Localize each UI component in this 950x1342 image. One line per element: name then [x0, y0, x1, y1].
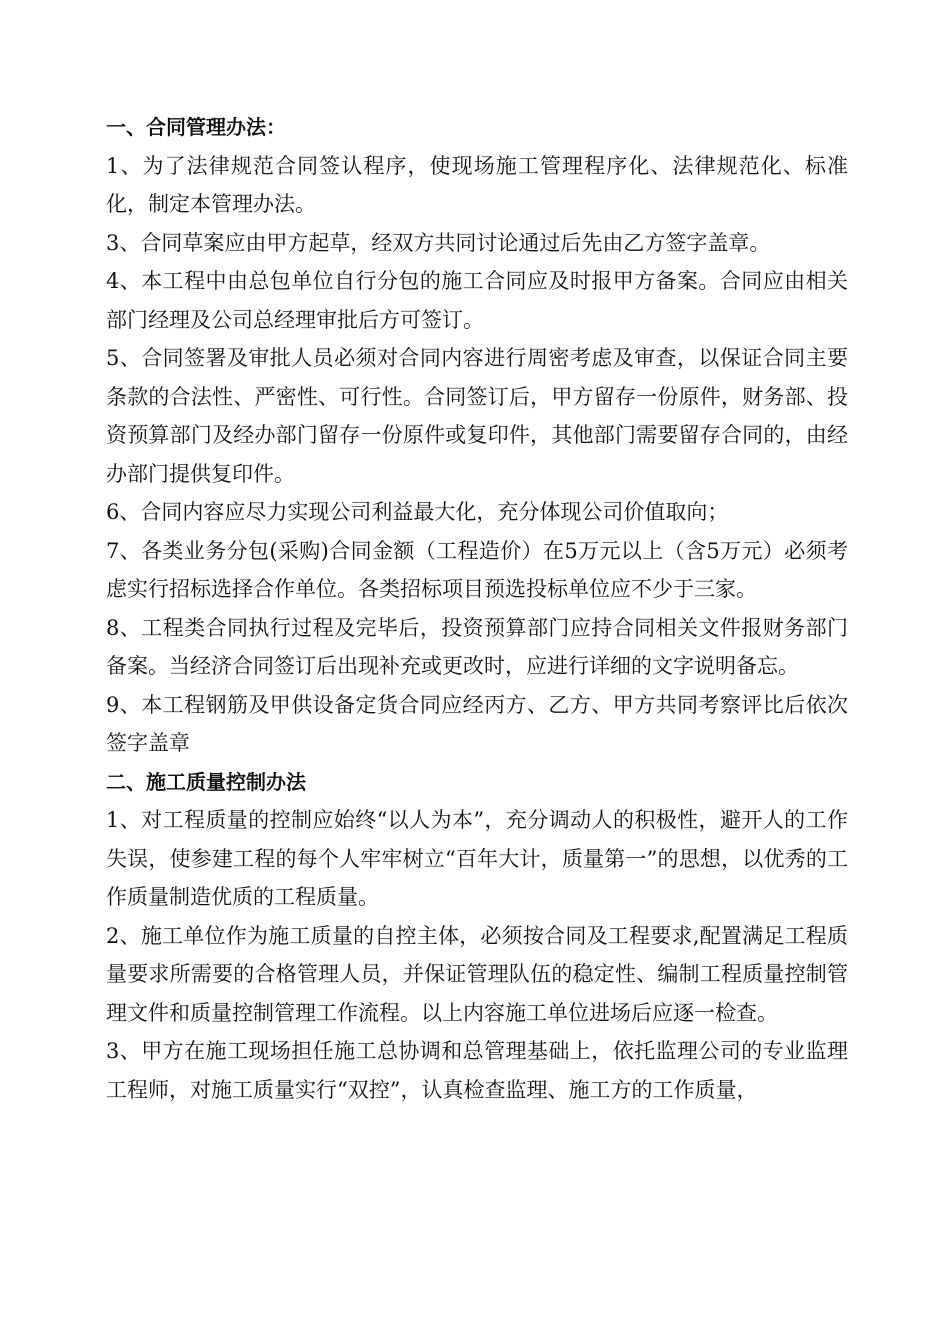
paragraph: 7、各类业务分包(采购)合同金额（工程造价）在5万元以上（含5万元）必须考虑实行招标选择合作单位。各类招标项目预选投标单位应不少于三家。: [106, 538, 848, 601]
section-heading-quality-control: 二、施工质量控制办法: [106, 769, 306, 794]
paragraph: 9、本工程钢筋及甲供设备定货合同应经丙方、乙方、甲方共同考察评比后依次签字盖章: [106, 692, 848, 755]
paragraph: 3、合同草案应由甲方起草，经双方共同讨论通过后先由乙方签字盖章。: [106, 230, 771, 255]
section-heading-contract-management: 一、合同管理办法：: [106, 115, 286, 139]
paragraph: 2、施工单位作为施工质量的自控主体，必须按合同及工程要求,配置满足工程质量要求所需要的合格管理人员，并保证管理队伍的稳定性、编制工程质量控制管理文件和质量控制管理工作流程。以上内容施工单位进场后应逐一检查。: [106, 923, 848, 1025]
paragraph: 1、对工程质量的控制应始终“以人为本”，充分调动人的积极性，避开人的工作失误，使参建工程的每个人牢牢树立“百年大计，质量第一”的思想，以优秀的工作质量制造优质的工程质量。: [106, 808, 848, 909]
document-page: [106, 108, 848, 1109]
paragraph: 6、合同内容应尽力实现公司利益最大化，充分体现公司价值取向；: [106, 500, 729, 524]
paragraph: 1、为了法律规范合同签认程序，使现场施工管理程序化、法律规范化、标准化，制定本管理办法。: [106, 153, 848, 216]
paragraph: 4、本工程中由总包单位自行分包的施工合同应及时报甲方备案。合同应由相关部门经理及公司总经理审批后方可签订。: [106, 269, 848, 332]
paragraph: 8、工程类合同执行过程及完毕后，投资预算部门应持合同相关文件报财务部门备案。当经济合同签订后出现补充或更改时，应进行详细的文字说明备忘。: [106, 615, 848, 678]
paragraph: 5、合同签署及审批人员必须对合同内容进行周密考虑及审查，以保证合同主要条款的合法性、严密性、可行性。合同签订后，甲方留存一份原件，财务部、投资预算部门及经办部门留存一份原件或复印件，其他部门需要留存合同的，由经办部门提供复印件。: [106, 346, 848, 486]
paragraph: 3、甲方在施工现场担任施工总协调和总管理基础上，依托监理公司的专业监理工程师，对施工质量实行“双控”，认真检查监理、施工方的工作质量，: [106, 1039, 848, 1102]
